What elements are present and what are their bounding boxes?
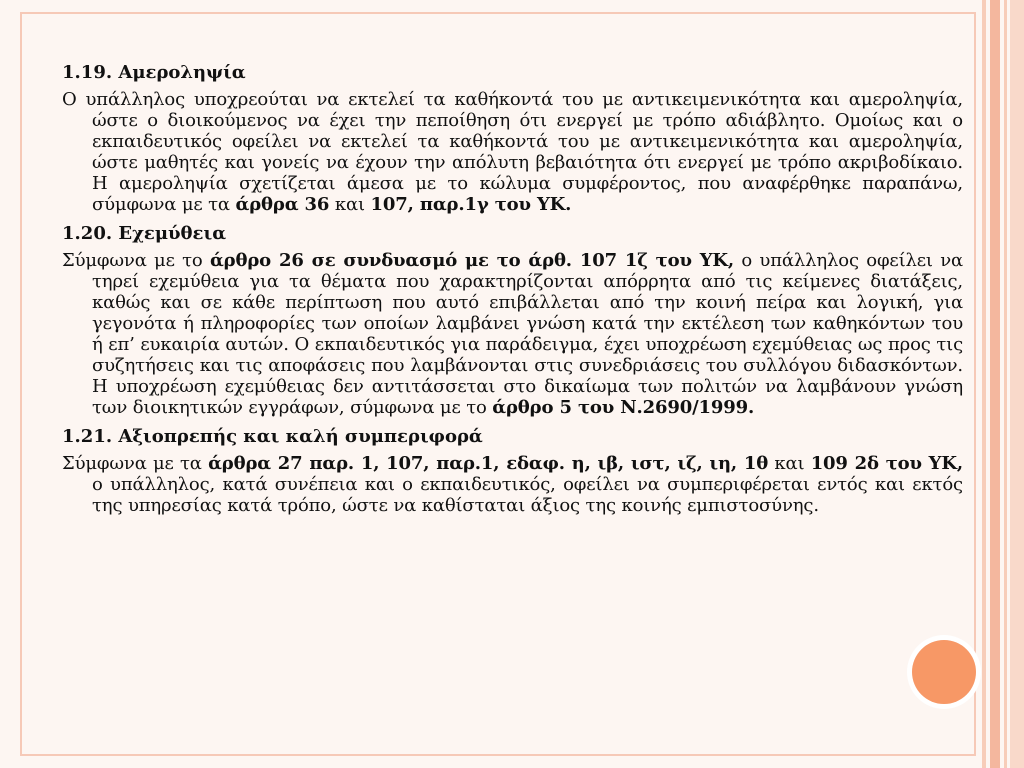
legal-reference: άρθρα 36 [235, 194, 330, 215]
section-heading: 1.20. Εχεμύθεια [62, 223, 227, 244]
decorative-stripe [1004, 0, 1007, 768]
legal-reference: 109 2δ του ΥΚ, [810, 453, 963, 474]
section-paragraph [62, 250, 963, 418]
section-good-conduct [62, 426, 963, 516]
section-heading: 1.21. Αξιοπρεπής και καλή συμπεριφορά [62, 426, 483, 447]
legal-reference: άρθρο 26 σε συνδυασμό με το άρθ. 107 1ζ του ΥΚ, [209, 250, 735, 271]
legal-reference: 107, παρ.1γ του ΥΚ. [370, 194, 572, 215]
legal-reference: άρθρο 5 του Ν.2690/1999. [492, 397, 755, 418]
paragraph-text: Σύμφωνα με το [62, 250, 210, 271]
paragraph-text: Ο υπάλληλος υποχρεούται να εκτελεί τα καθήκοντά του με αντικειμενικότητα και αμεροληψία, ώστε ο διοικούμενος να έχει την πεποίθηση ότι ενεργεί με τρόπο αδιάβλητο. Ομοίως και ο εκπαιδευτικός οφείλει να εκτελεί τα καθήκοντά του με αντικειμενικότητα και αμεροληψία, ώστε μαθητές και γονείς να έχουν την απόλυτη βεβαιότητα ότι ενεργεί με τρόπο ακριβοδίκαιο. Η αμεροληψία σχετίζεται άμεσα με το κώλυμα συμφέροντος, που αναφέρθηκε παραπάνω, σύμφωνα με τα [62, 89, 963, 215]
paragraph-text: Σύμφωνα με τα [62, 453, 209, 474]
slide-content [62, 62, 963, 524]
decorative-stripe [990, 0, 1000, 768]
paragraph-text: ο υπάλληλος, κατά συνέπεια και ο εκπαιδευτικός, οφείλει να συμπεριφέρεται εντός και εκτός της υπηρεσίας κατά τρόπο, ώστε να καθίσταται άξιος της κοινής εμπιστοσύνης. [92, 474, 963, 516]
paragraph-text: και [768, 453, 811, 474]
legal-reference: άρθρα 27 παρ. 1, 107, παρ.1, εδαφ. η, ιβ, ιστ, ιζ, ιη, 1θ [208, 453, 769, 474]
paragraph-text: ο υπάλληλος οφείλει να τηρεί εχεμύθεια για τα θέματα που χαρακτηρίζονται απόρρητα από τις κείμενες διατάξεις, καθώς και σε κάθε περίπτωση που αυτό επιβάλλεται από την κοινή πείρα και λογική, για γεγονότα ή πληροφορίες των οποίων λαμβάνει γνώση κατά την εκτέλεση των καθηκόντων του ή επ’ ευκαιρία αυτών. Ο εκπαιδευτικός για παράδειγμα, έχει υποχρέωση εχεμύθειας ως προς τις συζητήσεις και τις αποφάσεις που λαμβάνονται στις συνεδριάσεις του συλλόγου διδασκόντων. Η υποχρέωση εχεμύθειας δεν αντιτάσσεται στο δικαίωμα των πολιτών να λαμβάνουν γνώση των διοικητικών εγγράφων, σύμφωνα με το [92, 250, 963, 418]
decorative-stripe [982, 0, 986, 768]
section-confidentiality [62, 223, 963, 418]
section-paragraph [62, 89, 963, 215]
decorative-stripe [1010, 0, 1024, 768]
section-heading: 1.19. Αμεροληψία [62, 62, 246, 83]
section-paragraph [62, 453, 963, 516]
paragraph-text: και [329, 194, 371, 215]
decorative-circle [912, 640, 976, 704]
section-impartiality [62, 62, 963, 215]
